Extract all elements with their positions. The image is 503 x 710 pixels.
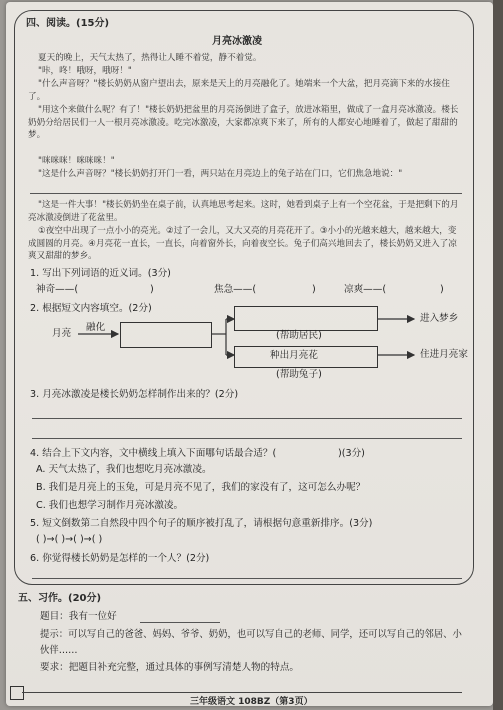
diagram-output-top: 进入梦乡: [420, 313, 459, 324]
corner-mark: [10, 686, 24, 700]
q4-option-b[interactable]: B. 我们是月亮上的玉兔，可是月亮不见了，我们的家没有了，这可怎么办呢？: [36, 482, 366, 493]
question-5: 5. 短文倒数第二自然段中四个句子的顺序被打乱了，请根据句意重新排序。(3分): [30, 518, 373, 529]
writing-title-blank[interactable]: [140, 622, 220, 623]
question-3: 3. 月亮冰激凌是楼长奶奶怎样制作出来的？(2分): [30, 389, 239, 400]
q4-option-a[interactable]: A. 天气太热了，我们也想吃月亮冰激凌。: [36, 464, 212, 475]
section-heading-reading: 四、阅读。(15分): [26, 18, 110, 29]
footer-rule: [22, 692, 462, 693]
section-heading-writing: 五、习作。(20分): [18, 593, 102, 604]
diagram-fill-box[interactable]: [120, 322, 212, 348]
diagram-help-residents: (帮助居民): [276, 330, 322, 341]
q1-paren-close: ): [312, 284, 316, 295]
writing-requirement: 要求：把题目补充完整，通过具体的事例写清楚人物的特点。: [40, 662, 300, 673]
story-title: 月亮冰激凌: [212, 36, 262, 47]
question-4: 4. 结合上下文内容，文中横线上填入下面哪句话最合适？(: [30, 448, 277, 459]
story-paragraph: "这是一件大事！"楼长奶奶坐在桌子前，认真地思考起来。这时，她看到桌子上有一个空花盆，于是把剩下的月亮冰激凌倒进了花盆里。: [28, 200, 459, 223]
answer-line[interactable]: [32, 418, 462, 419]
story-paragraph: "什么声音呀？"楼长奶奶从窗户望出去，原来是天上的月亮融化了。她端来一个大盆，把月亮滴下来的水接住了。: [28, 79, 450, 102]
story-paragraph: "咪咪咪！咪咪咪！": [38, 156, 115, 166]
diagram-melt-label: 融化: [86, 322, 106, 333]
question-1: 1. 写出下列词语的近义词。(3分): [30, 268, 171, 279]
question-6: 6. 你觉得楼长奶奶是怎样的一个人？(2分): [30, 553, 210, 564]
q5-order-sequence[interactable]: ( )→( )→( )→( ): [36, 534, 103, 545]
page-footer: 三年级语文 108BZ（第3页）: [190, 697, 313, 707]
q1-synonym-b[interactable]: 焦急——(: [214, 284, 257, 295]
q1-synonym-c[interactable]: 凉爽——(: [344, 284, 387, 295]
story-paragraph: 夏天的晚上，天气太热了，热得让人睡不着觉，静不着觉。: [38, 53, 262, 63]
q1-paren-close: ): [440, 284, 444, 295]
q1-paren-close: ): [150, 284, 154, 295]
story-paragraph: "咔，咚！哦呀，哦呀！": [38, 66, 132, 76]
shuffled-sentences-paragraph: ①夜空中出现了一点小小的亮光。②过了一会儿，又大又亮的月亮花开了。③小小的光越来越大，越来越大，变成圆圆的月亮。④月亮花一直长，一直长，向着窗外长，向着夜空长。兔子们高兴地回去了，楼长奶奶又进入了凉爽又甜甜的梦乡。: [28, 226, 457, 262]
diagram-plant-label: 种出月亮花: [270, 350, 318, 361]
answer-line[interactable]: [32, 578, 462, 579]
story-paragraph: "用这个来做什么呢？有了！"楼长奶奶把盆里的月亮汤倒进了盒子，放进冰箱里，做成了一盒月亮冰激凌。楼长奶奶分给居民们一人一根月亮冰激凌。吃完冰激凌，大家都凉爽下来了，所有的人都安心地睡着了，做起了甜甜的梦。: [28, 105, 459, 141]
q1-synonym-a[interactable]: 神奇——(: [36, 284, 79, 295]
diagram-fill-box-top[interactable]: [234, 306, 378, 331]
question-2: 2. 根据短文内容填空。(2分): [30, 303, 152, 314]
writing-title-prompt: 题目：我有一位好: [40, 611, 117, 622]
diagram-start-moon: 月亮: [52, 328, 72, 339]
q4-option-c[interactable]: C. 我们也想学习制作月亮冰激凌。: [36, 500, 184, 511]
writing-hint: 提示：可以写自己的爸爸、妈妈、爷爷、奶奶，也可以写自己的老师、同学，还可以写自己的邻居、小伙伴……: [40, 629, 462, 656]
diagram-help-rabbits: (帮助兔子): [276, 369, 322, 380]
diagram-output-bottom: 住进月亮家: [420, 349, 468, 360]
answer-line[interactable]: [32, 438, 462, 439]
question-4-end: )(3分): [338, 448, 365, 459]
story-paragraph: "这是什么声音呀？"楼长奶奶打开门一看，两只站在月亮边上的兔子站在门口，它们焦急地说：": [38, 169, 403, 179]
